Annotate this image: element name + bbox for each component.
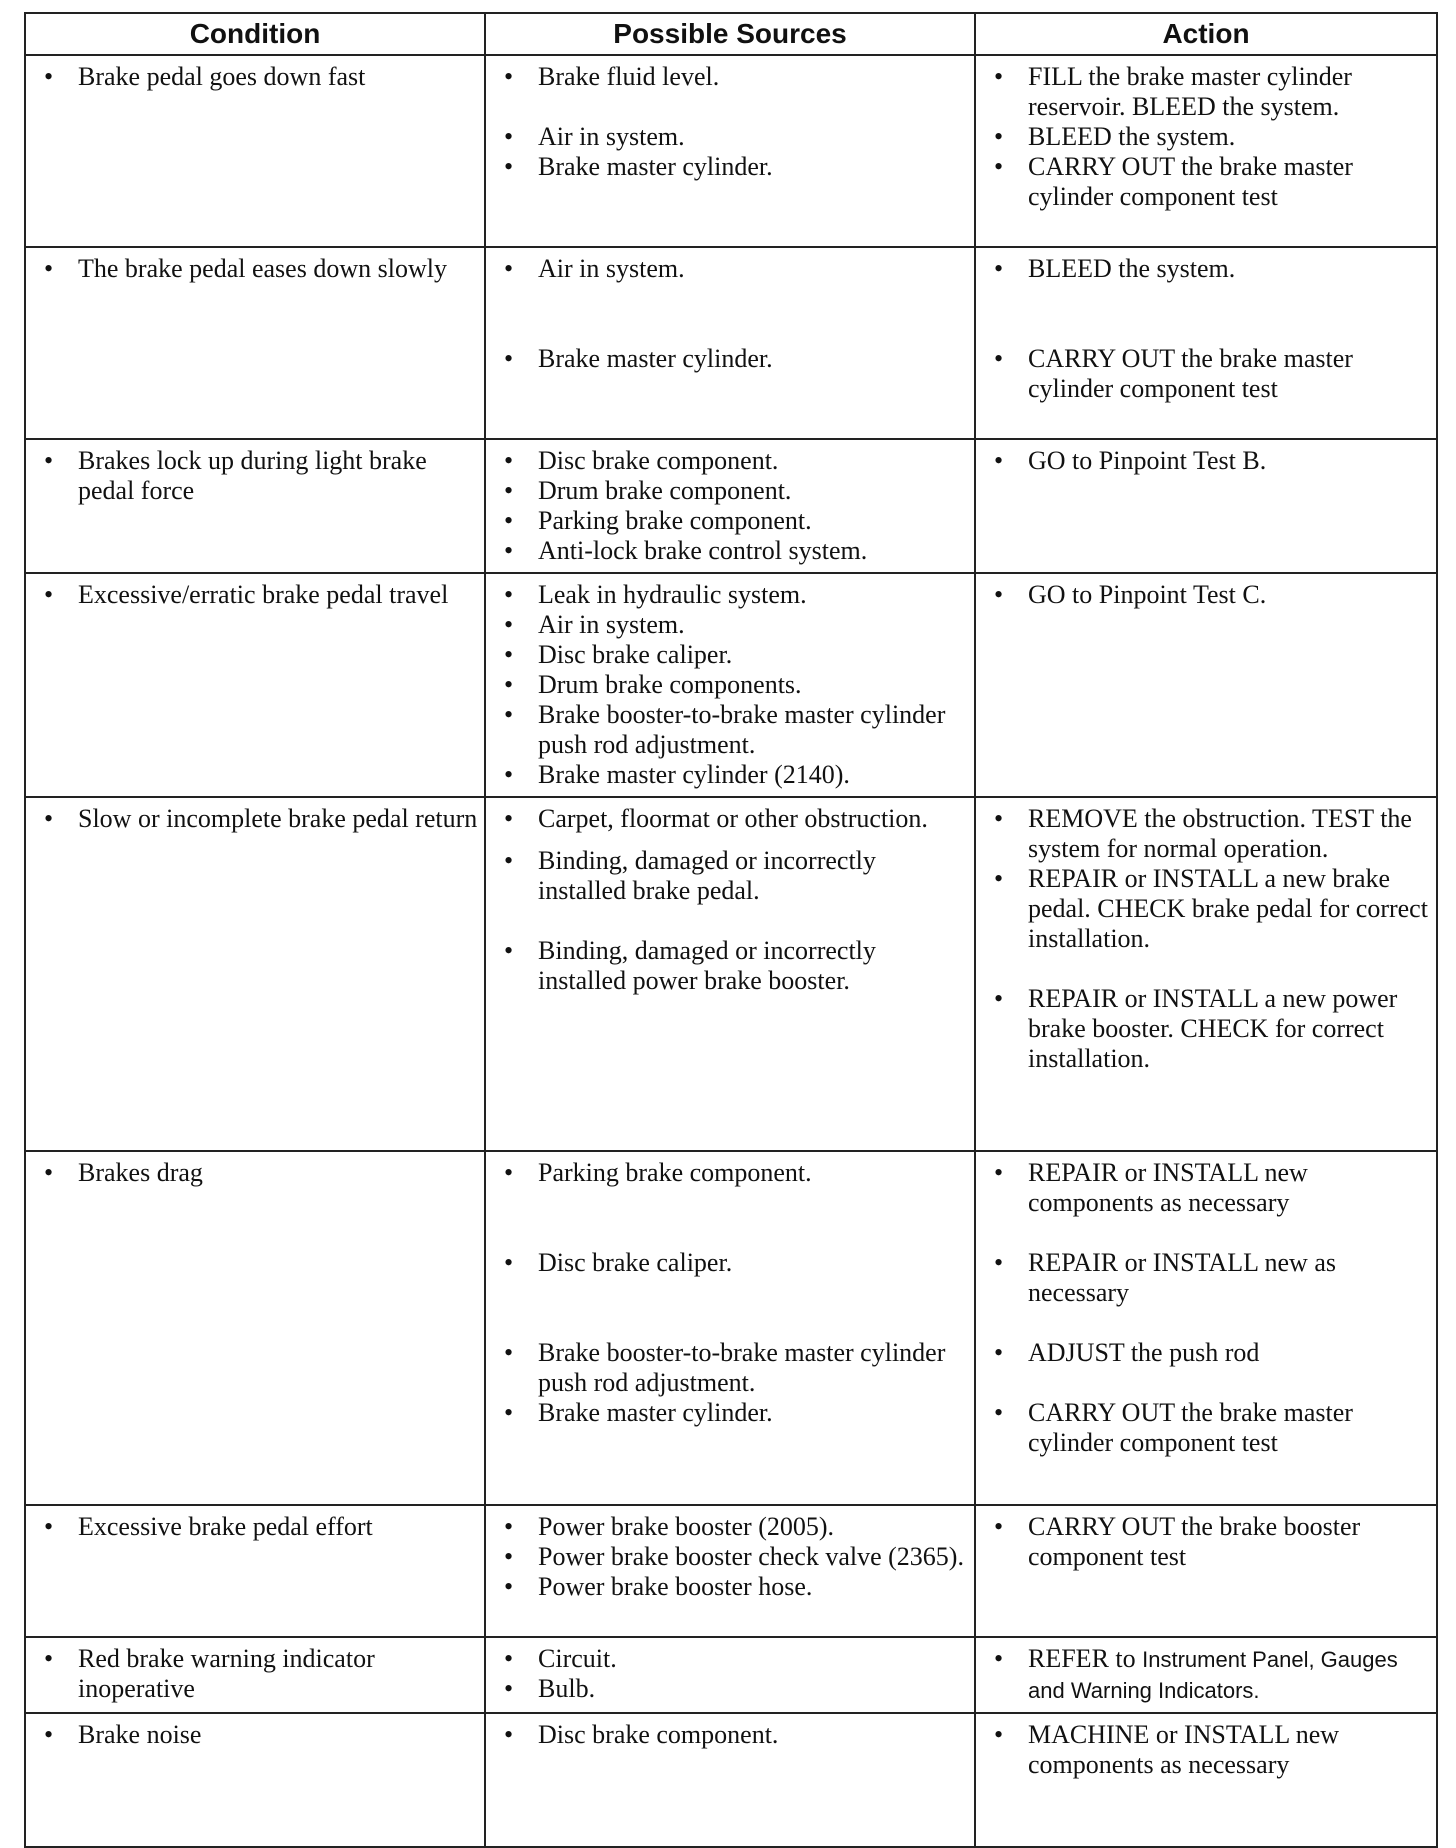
table-row [25,247,1437,439]
action-cell [975,55,1437,247]
action-item: • CARRY OUT the brake master cylinder component test [984,152,1430,212]
condition-text: • Excessive brake pedal effort [34,1512,478,1542]
table-row [25,1637,1437,1713]
symptom-chart-table [24,12,1438,1848]
condition-text: • Red brake warning indicator inoperative [34,1644,478,1704]
action-item: • FILL the brake master cylinder reservoir. BLEED the system. [984,62,1430,122]
action-item: • GO to Pinpoint Test B. [984,446,1430,476]
sources-cell [485,1713,975,1847]
sources-cell [485,439,975,573]
source-item: • Power brake booster hose. [494,1572,968,1602]
sources-cell [485,797,975,1151]
condition-text: • Slow or incomplete brake pedal return [34,804,478,834]
source-item: • Parking brake component. [494,1158,968,1188]
condition-cell [25,1637,485,1713]
condition-cell [25,439,485,573]
table-row [25,797,1437,1151]
source-item: • Brake master cylinder. [494,344,968,374]
action-item: • MACHINE or INSTALL new components as necessary [984,1720,1430,1780]
action-item: • REPAIR or INSTALL a new brake pedal. CHECK brake pedal for correct installation. [984,864,1430,954]
source-item: • Circuit. [494,1644,968,1674]
source-item: • Brake fluid level. [494,62,968,92]
action-item: • CARRY OUT the brake master cylinder component test [984,1398,1430,1458]
source-item: • Power brake booster (2005). [494,1512,968,1542]
action-item: • BLEED the system. [984,122,1430,152]
source-item: • Disc brake component. [494,446,968,476]
action-item: • BLEED the system. [984,254,1430,284]
source-item: • Air in system. [494,254,968,284]
source-item: • Disc brake caliper. [494,640,968,670]
sources-cell [485,55,975,247]
action-item: • GO to Pinpoint Test C. [984,580,1430,610]
condition-text: • Brakes drag [34,1158,478,1188]
action-cell [975,1637,1437,1713]
header-action: Action [975,13,1437,55]
source-item: • Binding, damaged or incorrectly installed power brake booster. [494,936,968,996]
source-item: • Brake booster-to-brake master cylinder push rod adjustment. [494,700,968,760]
source-item: • Drum brake components. [494,670,968,700]
source-item: • Leak in hydraulic system. [494,580,968,610]
condition-cell [25,797,485,1151]
action-cell [975,1151,1437,1505]
header-possible-sources: Possible Sources [485,13,975,55]
action-item: • REPAIR or INSTALL new as necessary [984,1248,1430,1308]
table-row [25,439,1437,573]
action-item [984,1644,1430,1706]
source-item: • Binding, damaged or incorrectly installed brake pedal. [494,846,968,906]
table-row [25,1713,1437,1847]
condition-cell [25,1505,485,1637]
condition-cell [25,1713,485,1847]
action-cell [975,797,1437,1151]
condition-text: • Excessive/erratic brake pedal travel [34,580,478,610]
action-item: • REPAIR or INSTALL new components as necessary [984,1158,1430,1218]
action-item: • ADJUST the push rod [984,1338,1430,1368]
source-item: • Air in system. [494,610,968,640]
header-row [25,13,1437,55]
source-item: • Brake master cylinder. [494,1398,968,1428]
action-item: • CARRY OUT the brake booster component test [984,1512,1430,1572]
table-row [25,1151,1437,1505]
condition-cell [25,55,485,247]
action-cell [975,247,1437,439]
source-item: • Brake master cylinder (2140). [494,760,968,790]
source-item: • Carpet, floormat or other obstruction. [494,804,968,834]
condition-cell [25,1151,485,1505]
action-prefix: REFER to [1028,1644,1136,1673]
table-row [25,1505,1437,1637]
action-cell [975,573,1437,797]
sources-cell [485,1505,975,1637]
action-cell [975,439,1437,573]
condition-text: • Brakes lock up during light brake pedal force [34,446,478,506]
condition-text: • Brake noise [34,1720,478,1750]
condition-text: • Brake pedal goes down fast [34,62,478,92]
action-cell [975,1713,1437,1847]
condition-text: • The brake pedal eases down slowly [34,254,478,284]
source-item: • Brake master cylinder. [494,152,968,182]
source-item: • Bulb. [494,1674,968,1704]
sources-cell [485,1151,975,1505]
source-item: • Power brake booster check valve (2365). [494,1542,968,1572]
source-item: • Drum brake component. [494,476,968,506]
action-item: • CARRY OUT the brake master cylinder component test [984,344,1430,404]
header-condition: Condition [25,13,485,55]
source-item: • Air in system. [494,122,968,152]
manual-section-reference: Instrument Panel, Gauges and Warning Indicators. [1028,1647,1398,1703]
source-item: • Disc brake component. [494,1720,968,1750]
table-row [25,573,1437,797]
table-row [25,55,1437,247]
source-item: • Brake booster-to-brake master cylinder push rod adjustment. [494,1338,968,1398]
condition-cell [25,247,485,439]
sources-cell [485,1637,975,1713]
action-cell [975,1505,1437,1637]
action-item: • REPAIR or INSTALL a new power brake booster. CHECK for correct installation. [984,984,1430,1074]
diagnosis-table-page [24,12,1436,1848]
source-item: • Parking brake component. [494,506,968,536]
sources-cell [485,247,975,439]
source-item: • Anti-lock brake control system. [494,536,968,566]
source-item: • Disc brake caliper. [494,1248,968,1278]
action-item: • REMOVE the obstruction. TEST the system for normal operation. [984,804,1430,864]
sources-cell [485,573,975,797]
condition-cell [25,573,485,797]
